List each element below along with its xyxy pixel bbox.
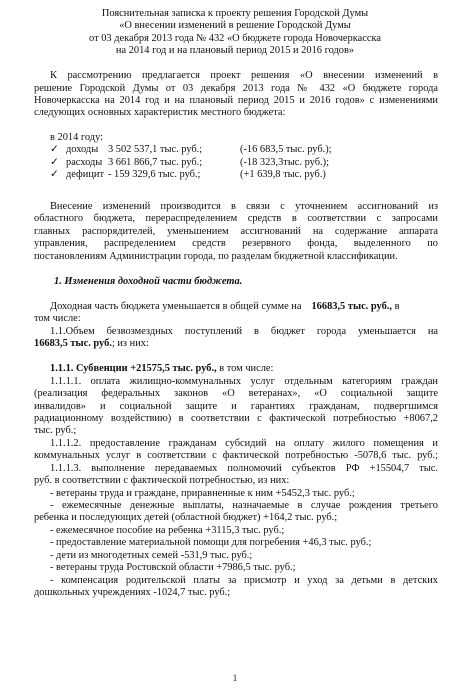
intro-line-3: Новочеркасска на 2014 год и на плановый период 2015 и 2016 годов» с изменениями: [34, 95, 438, 106]
subsidies-heading: 1.1.1. Субвенции +21575,5 тыс. руб., в том числе:: [50, 363, 274, 374]
page-number: 1: [232, 673, 238, 683]
reason-line-5: постановлениям Администрации города, по разделам бюджетной классификации.: [34, 251, 398, 262]
subsidies-line-6: тыс. руб.;: [34, 425, 77, 436]
list-item: - компенсация родительской платы за присмотр и уход за детьми в детских: [50, 575, 438, 586]
year-label: в 2014 году:: [50, 132, 104, 143]
subsidies-line-10: руб. в соответствии с фактической потребностью, из них:: [34, 475, 290, 486]
reason-line-4: управления, распределением средств резервного фонда, выделенного по: [34, 238, 438, 249]
header-line-4: на 2014 год и на плановый период 2015 и 2016 годов»: [115, 45, 355, 56]
header-line-3: от 03 декабря 2013 года № 432 «О бюджете города Новочеркасска: [89, 33, 381, 44]
income-line-3: 1.1.Объем безвозмездных поступлений в бюджет города уменьшается на: [50, 326, 438, 337]
income-line-4: 16683,5 тыс. руб.; из них:: [34, 338, 149, 349]
check-icon: ✓: [50, 144, 59, 155]
subsidies-line-2: 1.1.1.1. оплата жилищно-коммунальных услуг отдельным категориям граждан: [50, 376, 438, 387]
intro-line-1: К рассмотрению предлагается проект решения «О внесении изменений в: [50, 70, 438, 81]
subsidies-line-5: радиационному воздействию) в соответствии с фактической потребностью +8067,2: [34, 413, 438, 424]
intro-line-4: следующих основных характеристик местного бюджета:: [34, 107, 286, 118]
reason-line-2: областного бюджета, перераспределением средств в соответствии с запросами: [34, 213, 438, 224]
header-line-1: Пояснительная записка к проекту решения Городской Думы: [101, 8, 369, 19]
list-item-continuation: ребенка и последующих детей (областной бюджет) +164,2 тыс. руб.;: [34, 512, 338, 523]
list-item: - предоставление материальной помощи для погребения +46,3 тыс. руб.;: [50, 537, 372, 548]
list-item-continuation: дошкольных учреждениях -1024,7 тыс. руб.;: [34, 587, 231, 598]
subsidies-line-9: 1.1.1.3. выполнение передаваемых полномочий субъектов РФ +15504,7 тыс.: [50, 463, 438, 474]
header-line-2: «О внесении изменений в решение Городской Думы: [119, 20, 351, 31]
list-item: - ветераны труда и граждане, приравненные к ним +5452,3 тыс. руб.;: [50, 488, 355, 499]
indicator-income: ✓ доходы 3 502 537,1 тыс. руб.; (-16 683,5 тыс. руб.);: [50, 144, 332, 155]
subsidies-line-3: (реализация федеральных законов «О ветеранах», «О социальной защите: [34, 388, 438, 399]
section-heading-income: 1. Изменения доходной части бюджета.: [54, 276, 243, 287]
list-item: - ежемесячные денежные выплаты, назначаемые в случае рождения третьего: [50, 500, 438, 511]
subsidies-line-8: коммунальных услуг в соответствии с фактической потребностью -5078,6 тыс. руб.;: [34, 450, 438, 461]
income-line-1: Доходная часть бюджета уменьшается в общей сумме на 16683,5 тыс. руб., в: [50, 301, 400, 312]
check-icon: ✓: [50, 169, 59, 180]
reason-line-1: Внесение изменений производится в связи с уточнением ассигнований из: [50, 201, 438, 212]
list-item: - ветераны труда Ростовской области +7986,5 тыс. руб.;: [50, 562, 296, 573]
reason-line-3: главных распорядителей, уменьшением ассигнований на содержание аппарата: [34, 226, 438, 237]
subsidies-line-7: 1.1.1.2. предоставление гражданам субсидий на оплату жилого помещения и: [50, 438, 438, 449]
indicator-expenses: ✓ расходы 3 661 866,7 тыс. руб.; (-18 323,3тыс. руб.);: [50, 157, 329, 168]
intro-line-2: решение Городской Думы от 03 декабря 2013 года № 432 «О бюджете города: [34, 83, 438, 94]
list-item: - ежемесячное пособие на ребенка +3115,3 тыс. руб.;: [50, 525, 285, 536]
indicator-deficit: ✓ дефицит - 159 329,6 тыс. руб.; (+1 639,8 тыс. руб.): [50, 169, 326, 180]
list-item: - дети из многодетных семей -531,9 тыс. руб.;: [50, 550, 253, 561]
check-icon: ✓: [50, 157, 59, 168]
subsidies-line-4: инвалидов» и социальной защите и гарантиях гражданам, подвергшимся: [34, 401, 438, 412]
income-line-2: том числе:: [34, 313, 81, 324]
